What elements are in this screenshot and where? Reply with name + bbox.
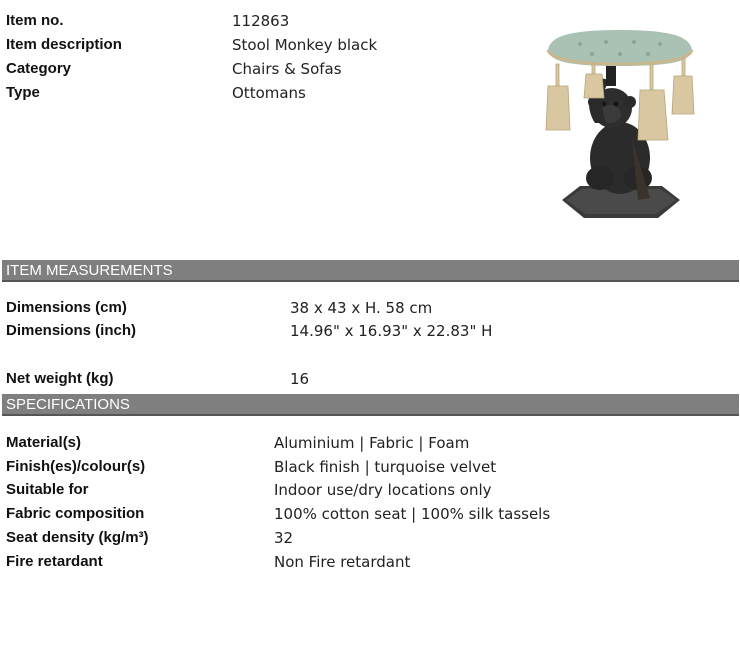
seat-density-value: 32 (274, 529, 294, 547)
category-label: Category (6, 60, 72, 77)
finish-colour-value: Black finish | turquoise velvet (274, 458, 497, 476)
dimensions-cm-value: 38 x 43 x H. 58 cm (290, 299, 433, 317)
category-value: Chairs & Sofas (232, 60, 342, 78)
finish-colour-label: Finish(es)/colour(s) (6, 458, 146, 475)
item-description-value: Stool Monkey black (232, 36, 378, 54)
specifications-header: SPECIFICATIONS (2, 394, 739, 416)
fabric-composition-value: 100% cotton seat | 100% silk tassels (274, 505, 551, 523)
net-weight-value: 16 (290, 370, 310, 388)
fabric-composition-label: Fabric composition (6, 505, 145, 522)
suitable-for-value: Indoor use/dry locations only (274, 481, 492, 499)
type-value: Ottomans (232, 84, 306, 102)
product-image (540, 28, 700, 224)
item-no-value: 112863 (232, 12, 290, 30)
dimensions-inch-label: Dimensions (inch) (6, 322, 137, 339)
type-label: Type (6, 84, 40, 101)
fire-retardant-value: Non Fire retardant (274, 553, 411, 571)
materials-label: Material(s) (6, 434, 82, 451)
suitable-for-label: Suitable for (6, 481, 89, 498)
dimensions-inch-value: 14.96" x 16.93" x 22.83" H (290, 322, 493, 340)
seat-density-label: Seat density (kg/m³) (6, 529, 149, 546)
materials-value: Aluminium | Fabric | Foam (274, 434, 470, 452)
dimensions-cm-label: Dimensions (cm) (6, 299, 127, 316)
item-measurements-header: ITEM MEASUREMENTS (2, 260, 739, 282)
item-description-label: Item description (6, 36, 122, 53)
net-weight-label: Net weight (kg) (6, 370, 114, 387)
item-no-label: Item no. (6, 12, 64, 29)
fire-retardant-label: Fire retardant (6, 553, 103, 570)
